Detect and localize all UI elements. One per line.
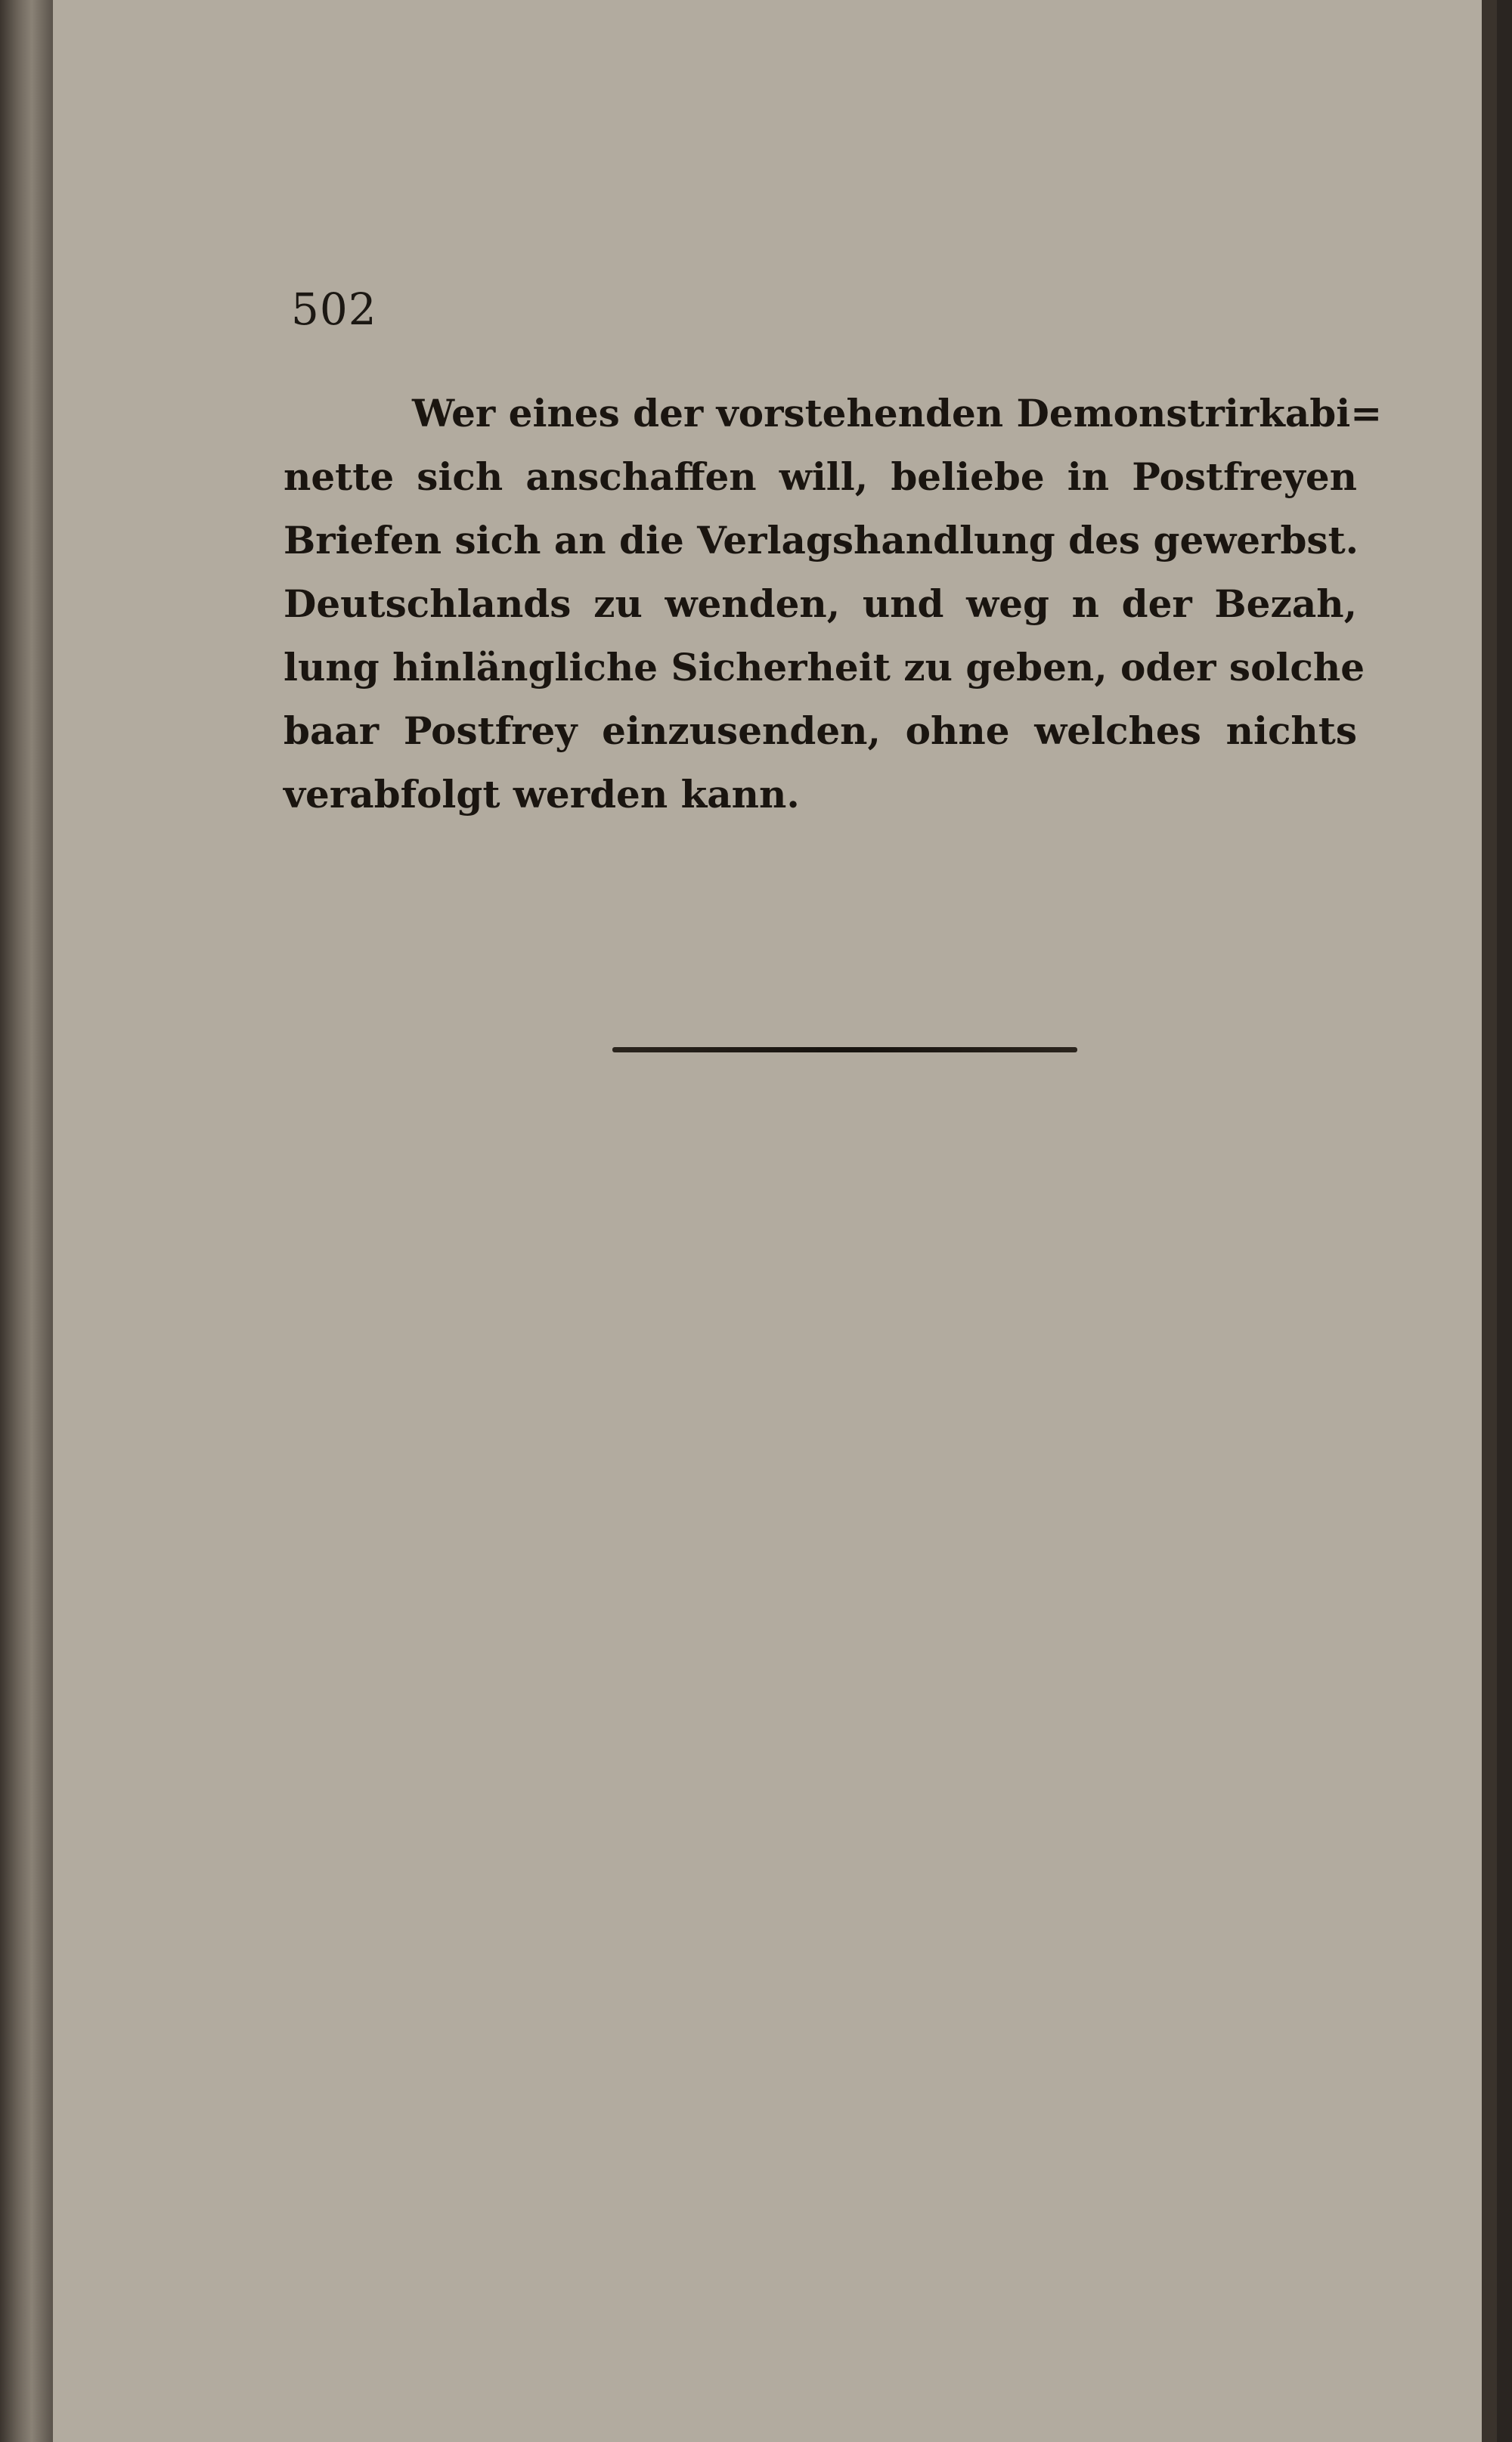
text-line: Deutschlands zu wenden, und weg n der Bezah,	[284, 581, 1357, 626]
text-line: verabfolgt werden kann.	[284, 772, 800, 817]
text-line: nette sich anschaffen will, beliebe in Postfreyen	[284, 454, 1357, 499]
text-line: Briefen sich an die Verlagshandlung des gewerbst.	[284, 518, 1359, 562]
text-line: Wer eines der vorstehenden Demonstrirkabi=	[412, 391, 1383, 435]
body-paragraph	[284, 382, 1383, 826]
page-right-edge	[1482, 0, 1497, 2442]
page-number: 502	[291, 284, 377, 335]
text-line: lung hinlängliche Sicherheit zu geben, oder solche	[284, 645, 1365, 690]
text-line: baar Postfrey einzusenden, ohne welches nichts	[284, 708, 1357, 753]
book-spine-edge	[0, 0, 53, 2442]
section-divider-rule	[612, 1047, 1077, 1052]
book-page	[53, 0, 1497, 2442]
